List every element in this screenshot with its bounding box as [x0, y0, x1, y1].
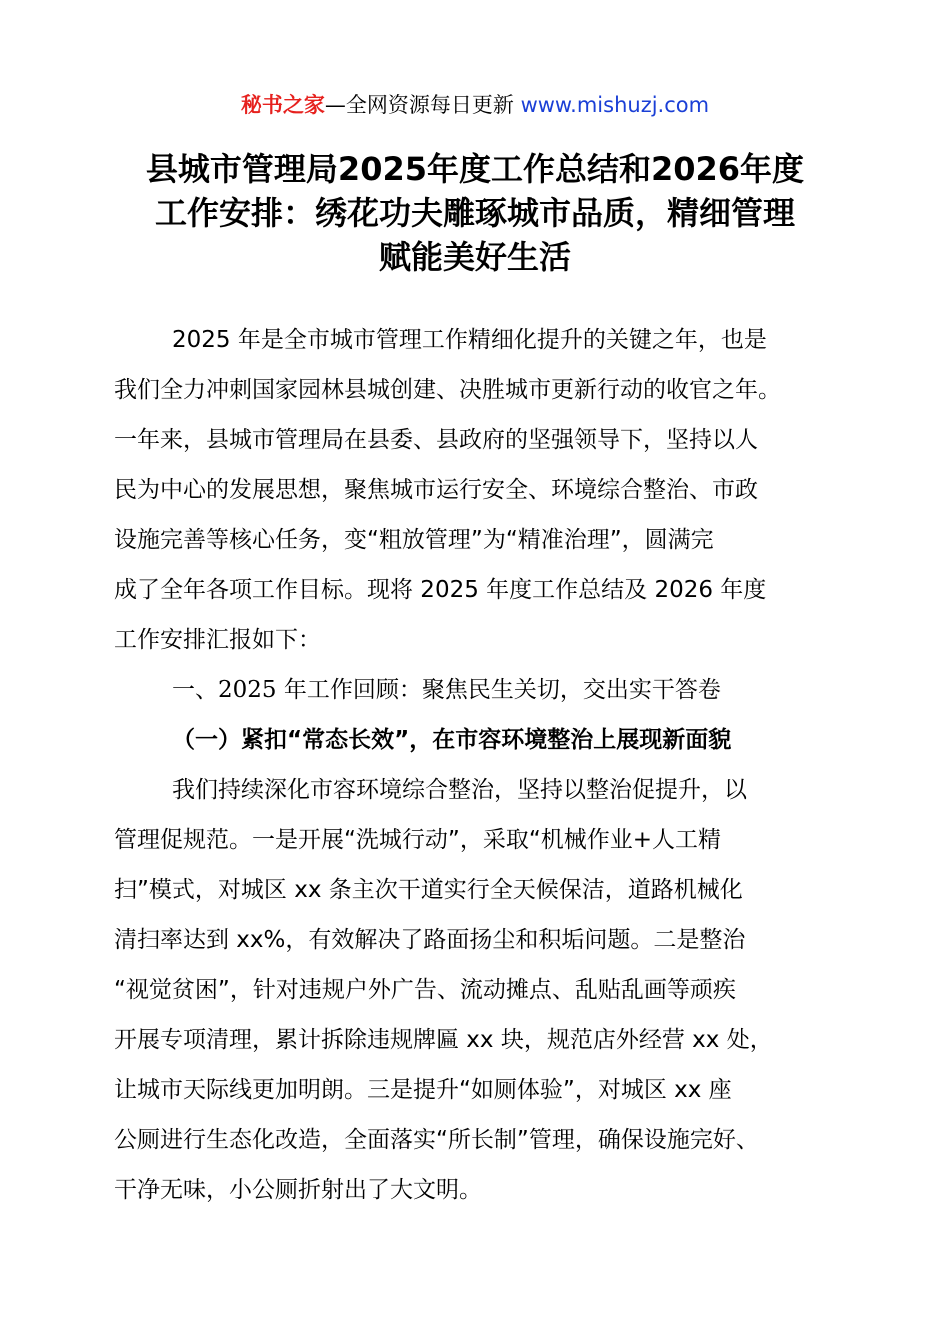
body-line: “视觉贫困”，针对违规户外广告、流动摊点、乱贴乱画等顽疾 — [114, 977, 736, 1003]
body-line: 扫”模式，对城区 xx 条主次干道实行全天候保洁，道路机械化 — [114, 877, 743, 903]
site-url-link[interactable]: www.mishuzj.com — [520, 93, 710, 117]
intro-line: 设施完善等核心任务，变“粗放管理”为“精准治理”，圆满完 — [114, 527, 714, 553]
body-line: 管理促规范。一是开展“洗城行动”，采取“机械作业+人工精 — [114, 827, 722, 853]
intro-paragraph — [114, 315, 844, 1215]
intro-line: 成了全年各项工作目标。现将 2025 年度工作总结及 2026 年度 — [114, 577, 767, 603]
body-line: 干净无味，小公厕折射出了大文明。 — [114, 1177, 482, 1203]
intro-line: 2025 年是全市城市管理工作精细化提升的关键之年，也是 — [172, 327, 767, 353]
section-heading: 一、2025 年工作回顾：聚焦民生关切，交出实干答卷 — [172, 677, 721, 703]
intro-line: 一年来，县城市管理局在县委、县政府的坚强领导下，坚持以人 — [114, 427, 758, 453]
site-header — [0, 90, 950, 120]
intro-line: 我们全力冲刺国家园林县城创建、决胜城市更新行动的收官之年。 — [114, 377, 781, 403]
site-brand: 秘书之家 — [240, 93, 325, 117]
title-line: 工作安排：绣花功夫雕琢城市品质，精细管理 — [154, 194, 795, 232]
body-line: 我们持续深化市容环境综合整治，坚持以整治促提升，以 — [172, 777, 747, 803]
document-title — [100, 147, 850, 279]
title-line: 赋能美好生活 — [378, 238, 571, 276]
intro-line: 民为中心的发展思想，聚焦城市运行安全、环境综合整治、市政 — [114, 477, 758, 503]
intro-line: 工作安排汇报如下： — [114, 627, 321, 653]
sub-heading: （一）紧扣“常态长效”，在市容环境整治上展现新面貌 — [172, 727, 732, 753]
body-line: 公厕进行生态化改造，全面落实“所长制”管理，确保设施完好、 — [114, 1127, 759, 1153]
site-tagline: —全网资源每日更新 — [324, 93, 521, 117]
body-line: 清扫率达到 xx%，有效解决了路面扬尘和积垢问题。二是整治 — [114, 927, 746, 953]
body-line: 让城市天际线更加明朗。三是提升“如厕体验”，对城区 xx 座 — [114, 1077, 732, 1103]
body-line: 开展专项清理，累计拆除违规牌匾 xx 块，规范店外经营 xx 处， — [114, 1027, 773, 1053]
title-line: 县城市管理局2025年度工作总结和2026年度 — [145, 150, 805, 188]
